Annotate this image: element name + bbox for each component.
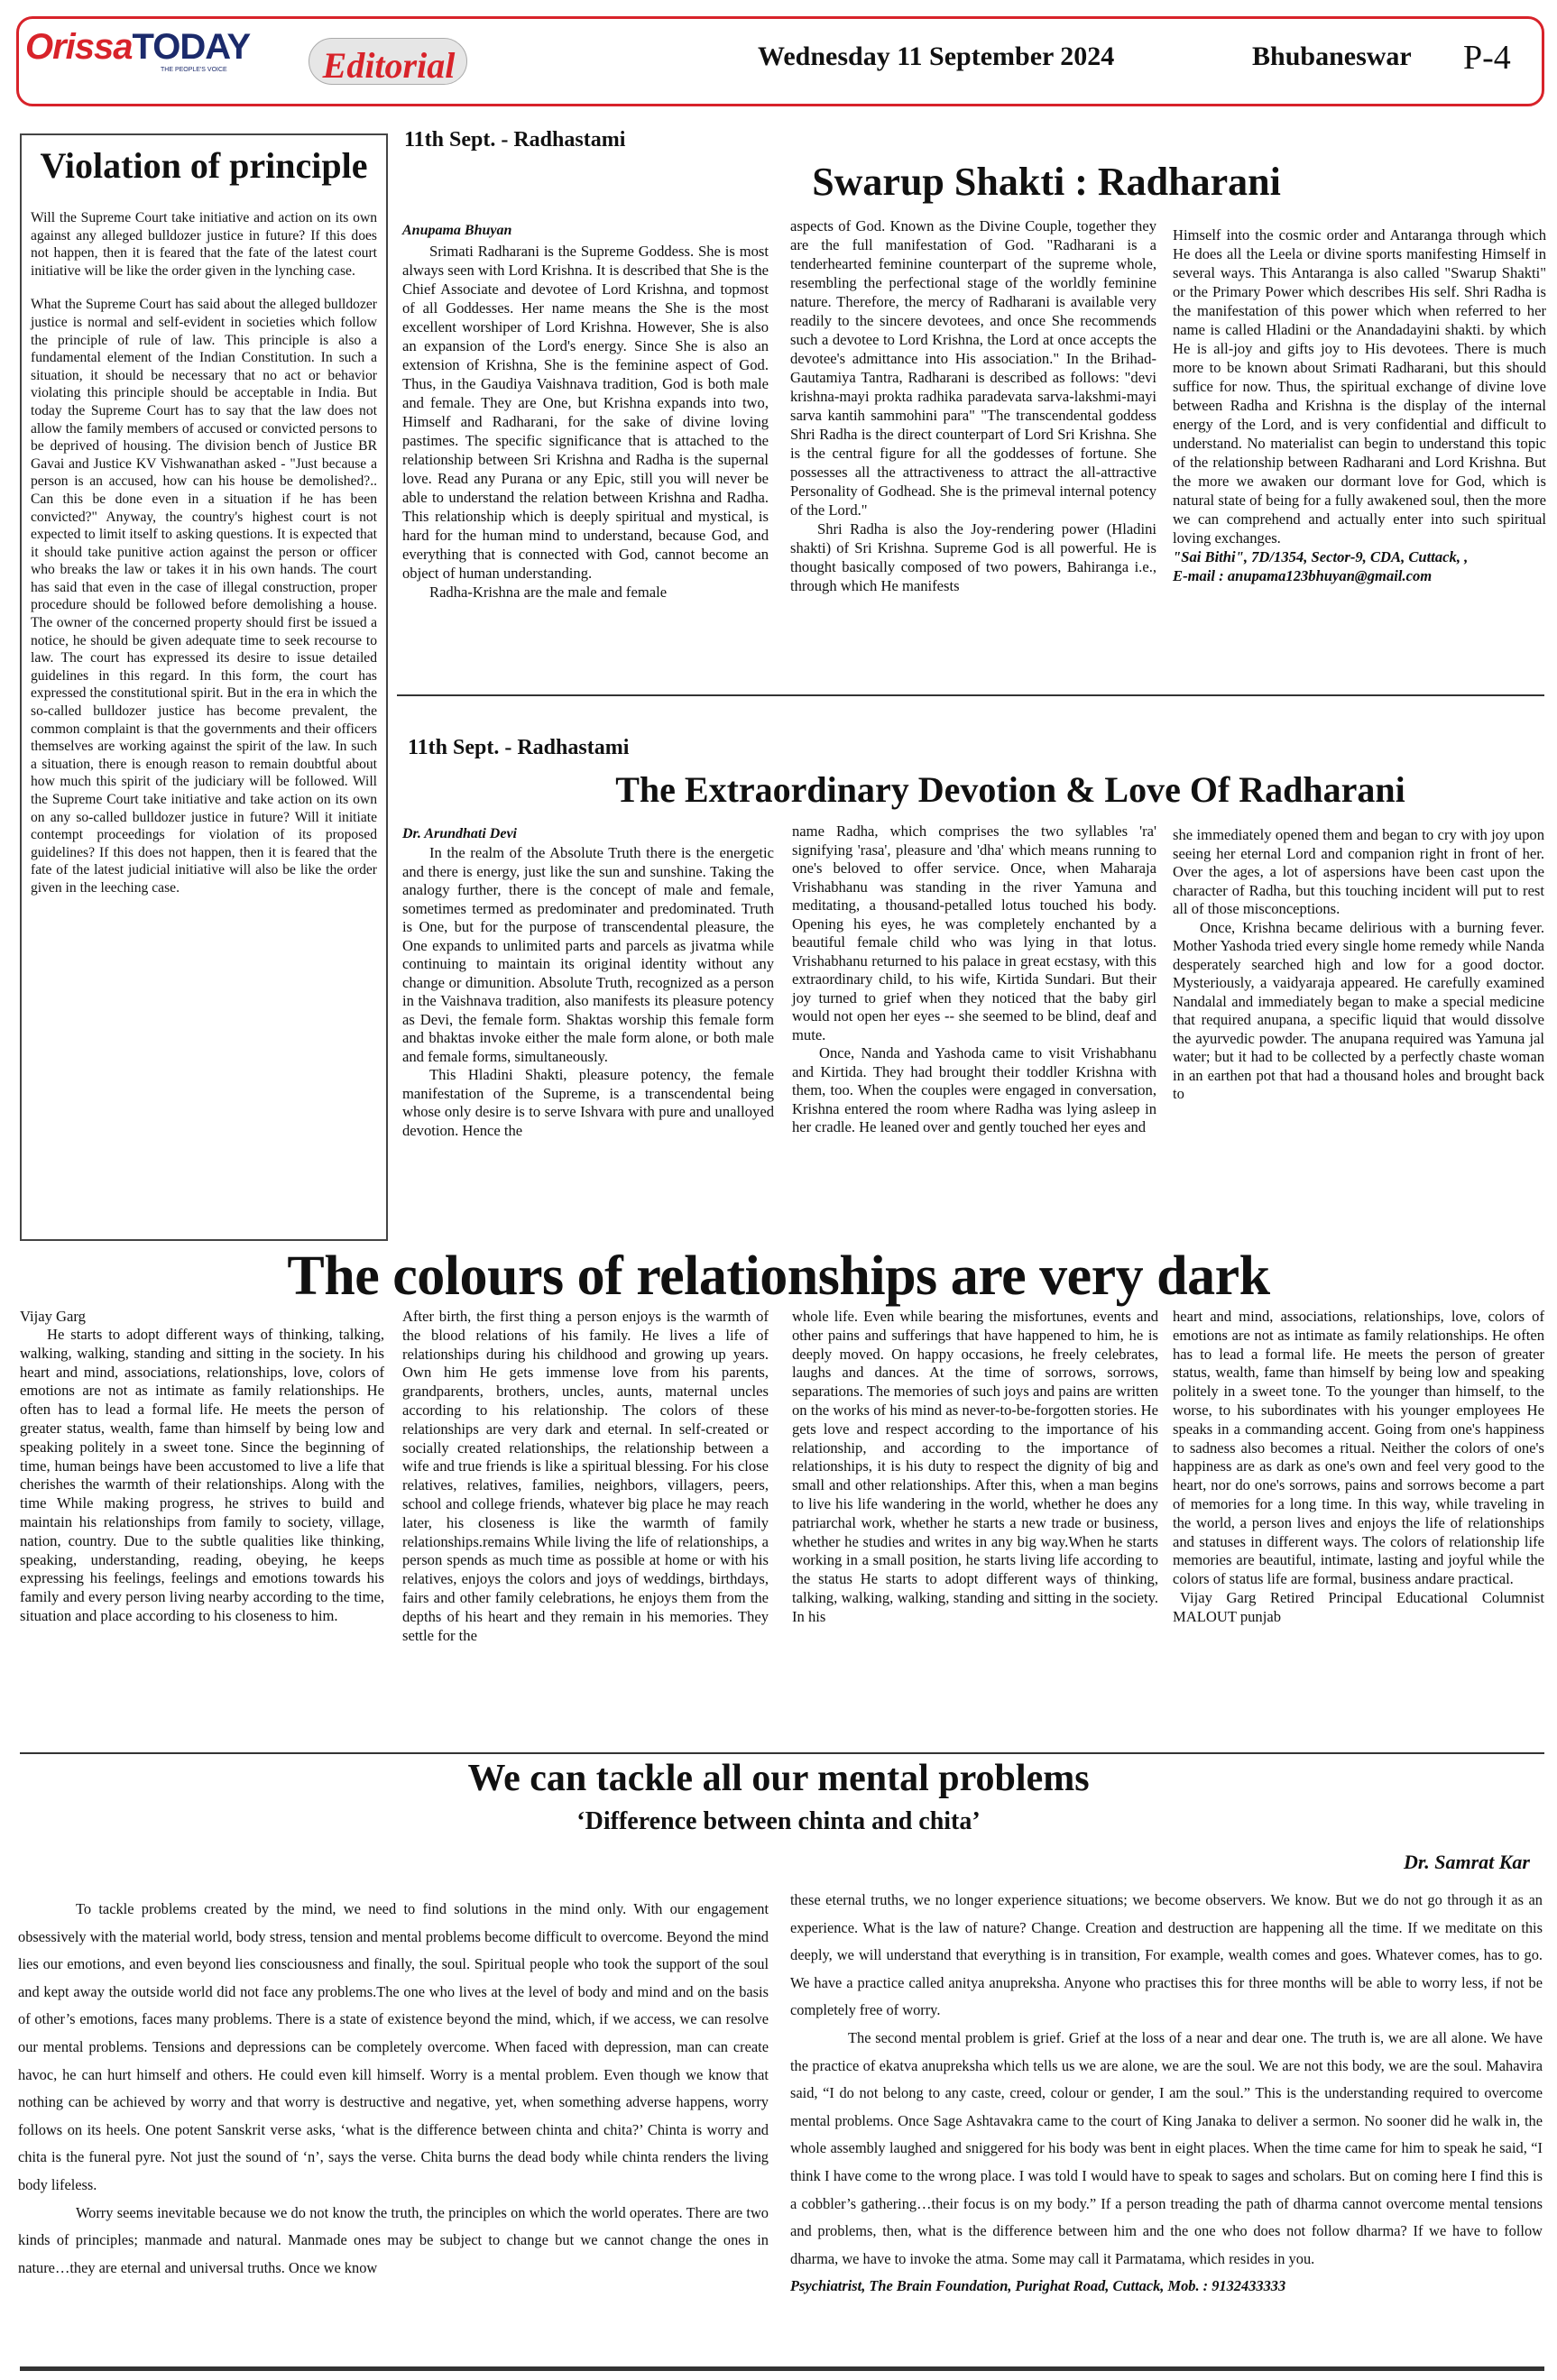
article1-column-2 — [790, 216, 1156, 595]
article2-column-1 — [402, 844, 774, 1140]
article4-author: Dr. Samrat Kar — [1404, 1851, 1530, 1873]
article1-paragraph: Himself into the cosmic order and Antaranga through which He does all the Leela or divine sports manifesting Himself in several ways. This Antaranga is also called "Swarup Shakti" or the Primary Power which describes His self. Shri Radha is the manifestation of this power which when referred to her name is called Hladini or the Anandadayini shakti. by which He is all-joy and gifts joy to His devotees. There is much more to be known about Srimati Radharani, but this should suffice for now. Thus, the spiritual exchange of divine love between Radha and Krishna is the display of the internal energy of the Lord, and is very confidential and difficult to understand. No materialist can begin to understand this topic of the relationship between Radharani and Lord Krishna. But the more we awaken our dormant love for God, which is natural state of being for a fully awakened soul, then the more we can comprehend and actually enter into such spiritual loving exchanges. — [1173, 226, 1546, 547]
article2-paragraph: Once, Krishna became delirious with a burning fever. Mother Yashoda tried every single home remedy while Nanda desperately searched high and low for a good doctor. Mysteriously, a vaidyaraja appeared. He carefully examined Nandalal and immediately began to make a special medicine that required anupana, a specific liquid that would dissolve the ayurvedic powder. The anupana required was Yamuna jal water; but it had to be collected by a perfectly chaste woman in an earthen pot that had a thousand holes and brought back to — [1173, 918, 1544, 1102]
article1-paragraph: Srimati Radharani is the Supreme Goddess. She is most always seen with Lord Krishna. It is described that She is the Chief Associate and devotee of Lord Krishna, and topmost of all Goddesses. Her name means the She is the most excellent worshiper of Lord Krishna. However, She is also an expansion of the Lord's energy. Since She is also an extension of Krishna, She is the feminine aspect of God. Thus, in the Gaudiya Vaishnava tradition, God is both male and female. They are One, but Krishna expands into two, Himself and Radharani, for the sake of divine loving pastimes. The specific significance that is attached to the relationship between Sri Krishna and Radha is the supernal love. Read any Purana or any Epic, still you will never be able to understand the relation between Krishna and Radha. This relationship which is deeply spiritual and mystical, is hard for the human mind to understand, because God, and everything that is connected with God, cannot become an object of human understanding. — [402, 243, 769, 582]
section-divider — [397, 694, 1544, 696]
page-number: P-4 — [1463, 39, 1511, 77]
logo-brand-first: Orissa — [25, 27, 133, 67]
editorial-paragraph: What the Supreme Court has said about the alleged bulldozer justice is normal and self-evident in societies which follow the principle of rule of law. This principle is also a fundamental element of the Indian Constitution. In such a situation, it should be necessary that no act or behavior violating this principle should be acceptable in India. But today the Supreme Court has to say that the law does not allow the family members of accused or convicted persons to be deprived of housing. The division bench of Justice BR Gavai and Justice KV Vishwanathan asked - "Just because a person is an accused, how can his house be demolished?.. Can this be done even in a situation if he has been convicted?" Anyway, the country's highest court is not expected to limit itself to asking questions. It is expected that it should take punitive action against the person or officer who breaks the law or takes it in his own hands. The court has said that even in the case of illegal construction, proper procedure should be followed before demolishing a house. The owner of the concerned property should first be issued a notice, he should be given adequate time to seek recourse to law. The court has expressed its desire to issue detailed guidelines in this regard. In this form, the court has expressed the constitutional spirit. But in the era in which the so-called bulldozer justice has become prevalent, the common complaint is that the governments and their officers themselves are working against the spirit of the law. In such a situation, there is enough reason to remain doubtful about how much this spirit of the judiciary will be followed. Will the Supreme Court take initiative and take action on its own on any so-called bulldozer justice in future? Will it initiate contempt proceedings for violation of its proposed guidelines? If this does not happen, then it is feared that the fate of the latest judicial initiative will also be like the order given in the leeching case. — [31, 297, 377, 896]
article1-title: Swarup Shakti : Radharani — [812, 160, 1281, 204]
article1-paragraph: aspects of God. Known as the Divine Couple, together they are the full manifestation of God. "Radharani is a tenderhearted feminine counterpart of the supreme whole, resembling the perfectional stage of the worldly feminine nature. Therefore, the mercy of Radharani is available very readily to the sincere devotees, and once She recommends such a devotee to Lord Krishna, the Lord at once accepts the devotee's admittance into His association." In the Brihad-Gautamiya Tantra, Radharani is described as follows: "devi krishna-mayi prokta radhika paradevata sarva-lakshmi-mayi sarva kantih sammohini para" "The transcendental goddess Shri Radha is the direct counterpart of Lord Sri Krishna. She is the central figure for all the goddesses of fortune. She possesses all the attractiveness to attract the all-attractive Personality of Godhead. She is the primeval internal potency of the Lord." — [790, 217, 1156, 519]
newspaper-logo — [25, 27, 251, 73]
article3-column-4 — [1173, 1308, 1544, 1627]
article1-paragraph: Radha-Krishna are the male and female — [429, 584, 668, 601]
issue-date: Wednesday 11 September 2024 — [758, 41, 1115, 71]
article3-author-bio: Vijay Garg Retired Principal Educational Columnist MALOUT punjab — [1173, 1588, 1544, 1625]
article3-paragraph: After birth, the first thing a person enjoys is the warmth of the blood relations of his family. He lives a life of relationships during his childhood and growing up years. Own him He gets immense love from his parents, grandparents, brothers, uncles, aunts, maternal uncles according to his relationship. The colors of these relationships are very dark and eternal. In self-created or socially created relationships, the relationship between a wife and true friends is like a spiritual blessing. For his close relatives, relatives, families, neighbors, villagers, peers, school and college friends, whatever big place he may reach later, his closeness is like the warmth of family relationships.remains While living the life of relationships, a person spends as much time as possible at home or with his relatives, enjoys the colors and joys of weddings, birthdays, fairs and other family celebrations, he enjoys them from the depths of his heart and they remain in his memories. They settle for the — [402, 1308, 769, 1644]
article2-column-2 — [792, 822, 1156, 1137]
section-label: Editorial — [322, 45, 456, 86]
article1-kicker: 11th Sept. - Radhastami — [404, 128, 626, 152]
section-divider — [20, 1752, 1544, 1754]
article1-author: Anupama Bhuyan — [402, 223, 512, 238]
article2-author: Dr. Arundhati Devi — [402, 826, 517, 841]
article1-address: "Sai Bithi", 7D/1354, Sector-9, CDA, Cuttack, , — [1173, 548, 1469, 565]
article4-author-footer: Psychiatrist, The Brain Foundation, Purighat Road, Cuttack, Mob. : 9132433333 — [790, 2277, 1286, 2295]
article2-paragraph: she immediately opened them and began to cry with joy upon seeing her eternal Lord and companion right in front of her. Over the ages, a lot of aspersions have been cast upon the character of Radha, but this touching incident will put to rest all of those misconceptions. — [1173, 826, 1544, 917]
article4-paragraph: Worry seems inevitable because we do not know the truth, the principles on which the world operates. There are two kinds of principles; manmade and natural. Manmade ones may be subject to change but we cannot change the ones in nature…they are eternal and universal truths. Once we know — [18, 2203, 769, 2276]
editorial-paragraph: Will the Supreme Court take initiative and action on its own against any alleged bulldozer justice in future? If this does not happen, then it is feared that the fate of the latest court initiative will be like the order given in the lynching case. — [31, 210, 377, 279]
article1-column-3 — [1173, 225, 1546, 585]
edition-city: Bhubaneswar — [1252, 41, 1412, 71]
article2-title: The Extraordinary Devotion & Love Of Radharani — [615, 769, 1405, 810]
article1-paragraph: Shri Radha is also the Joy-rendering power (Hladini shakti) of Sri Krishna. Supreme God is all powerful. He is thought basically composed of two powers, Bahiranga i.e., through which He manifests — [790, 520, 1156, 594]
article4-column-2 — [790, 1887, 1543, 2301]
article2-column-3 — [1173, 826, 1544, 1104]
article3-paragraph: He starts to adopt different ways of thinking, talking, walking, walking, standing and sitting in the society. In his heart and mind, associations, relationships, love, colors of emotions are not as intimate as family relationships. He often has to lead a formal life. He meets the person of greater status, wealth, fame than himself by being low and speaking politely in a sweet tone. Since the beginning of time, human beings have been accustomed to live a life that cherishes the warmth of their relationships. Along with the time While making progress, he strives to build and maintain his relationships from family to society, village, nation, country. Due to the subtle qualities like thinking, speaking, understanding, reading, obeying, he keeps expressing his feelings, feelings and emotions towards his family and every person living nearby according to the time, situation and place according to his closeness to him. — [20, 1326, 384, 1624]
article4-paragraph: these eternal truths, we no longer experience situations; we become observers. We know. But we do not go through it as an experience. What is the law of nature? Change. Creation and destruction are happening all the time. If we meditate on this deeply, we will understand that everything is in transition, For example, wealth comes and goes. Whatever comes, has to go. We have a practice called anitya anupreksha. Anyone who practises this for three months will be able to worry less, if not be completely free of worry. — [790, 1891, 1543, 2019]
article3-author: Vijay Garg — [20, 1308, 86, 1325]
article3-title: The colours of relationships are very dark — [287, 1245, 1270, 1307]
article4-title: We can tackle all our mental problems — [467, 1758, 1090, 1799]
editorial-body — [31, 209, 377, 897]
logo-tagline: THE PEOPLE'S VOICE — [161, 67, 227, 73]
article3-column-3 — [792, 1308, 1158, 1627]
editorial-title: Violation of principle — [40, 145, 368, 186]
article3-paragraph: heart and mind, associations, relationships, love, colors of emotions are not as intimate as family relationships. He often has to lead a formal life. He meets the person of greater status, wealth, fame than himself by being low and speaking politely in a sweet tone. To the younger than himself, to the worse, to his subordinates with his younger employees He speaks in a commanding accent. Going from one's happiness to sadness also becomes a ritual. Neither the colors of one's happiness are as dark as one's own and feel very good to the heart, nor do one's sorrows, pains and sorrows become a part of memories for a long time. In this way, while traveling in the world, a person lives and enjoys the life of relationships and statuses in different ways. The colors of relationship life memories are beautiful, intimate, lasting and joyful while the colors of status life are formal, business andare practical. — [1173, 1308, 1544, 1588]
article2-paragraph: Once, Nanda and Yashoda came to visit Vrishabhanu and Kirtida. They had brought their toddler Krishna with them, too. When the couples were engaged in conversation, Krishna entered the room where Radha was lying asleep in her cradle. He leaned over and gently touched her eyes and — [792, 1044, 1156, 1135]
article2-paragraph: name Radha, which comprises the two syllables 'ra' signifying 'rasa', pleasure and 'dha' which means running to one's beloved to offer service. Once, when Maharaja Vrishabhanu was standing in the river Yamuna and meditating, a thousand-petalled lotus touched his body. Opening his eyes, he was completely enchanted by a beautiful female child who was lying in that lotus. Vrishabhanu returned to his palace in great ecstasy, with this extraordinary child, to his wife, Kirtida Sundari. But their joy turned to grief when they noticed that the baby girl would not open her eyes -- she seemed to be blind, deaf and mute. — [792, 822, 1156, 1043]
page-bottom-rule — [20, 2366, 1544, 2371]
article2-paragraph: In the realm of the Absolute Truth there is the energetic and there is energy, just like the sun and sunshine. Taking the analogy further, there is the concept of male and female, sometimes termed as predominater and predominated. Truth is One, but for the purpose of transcendental pleasure, the One expands to unlimited parts and parcels as jivatma while continuing to maintain its original identity without any change or dimunition. Absolute Truth, recognized as a person in the Vaishnava tradition, also manifests its pleasure potency as Devi, the female form. Shaktas worship this female form and bhaktas invoke either the male form alone, or both male and female forms, simultaneously. — [402, 844, 774, 1065]
article4-subtitle: ‘Difference between chinta and chita’ — [576, 1807, 981, 1835]
article3-column-1 — [20, 1326, 384, 1626]
article4-paragraph: The second mental problem is grief. Grief at the loss of a near and dear one. The truth is, we are all alone. We have the practice of ekatva anupreksha which tells us we are alone, we are the soul. We are not this body, we are the soul. Mahavira said, “I do not belong to any caste, creed, colour or gender, I am the soul.” This is the understanding required to overcome mental problems. Once Sage Ashtavakra came to the court of King Janaka to deliver a sermon. No sooner did he walk in, the whole assembly laughed and sniggered for his body was bent in eight places. When the time came for him to speak he said, “I think I have come to the wrong place. I was told I would have to speak to sages and scholars. But on coming here I find this is a cobbler’s gathering…their focus is on my body.” If a person treading the path of dharma cannot overcome mental tensions and problems, then, what is the difference between him and the one who does not follow dharma? If we have to follow dharma, we have to invoke the atma. Some may call it Parmatama, which resides in you. — [790, 2028, 1543, 2267]
article1-column-1 — [402, 242, 769, 602]
article3-paragraph: whole life. Even while bearing the misfortunes, events and other pains and sufferings that have happened to him, he is deeply moved. On happy occasions, he freely celebrates, laughs and dances. At the time of sorrows, sorrows, separations. The memories of such joys and pains are written on the works of his mind as never-to-be-forgotten stories. He gets love and respect according to the importance of his relationship, and according to the importance of relationships, it is his duty to respect the dignity of big and small and other relationships. After this, when a man begins to live his life wandering in the world, whether he does any patriarchal work, whether he starts a new trade or business, whether he studies and writes in any big way.When he starts working in a small position, he starts living life according to the status He starts to adopt different ways of thinking, talking, walking, walking, standing and sitting in the society. In his — [792, 1308, 1158, 1625]
section-badge — [309, 38, 467, 85]
logo-brand-second: TODAY — [132, 27, 251, 67]
article4-column-1 — [18, 1896, 769, 2282]
article3-column-2 — [402, 1308, 769, 1645]
article4-paragraph: To tackle problems created by the mind, we need to find solutions in the mind only. With our engagement obsessively with the material world, body stress, tension and mental problems become difficult to overcome. Beyond the mind lies our emotions, and even beyond lies consciousness and finally, the soul. Spiritual people who took the support of the soul and kept away the outside world did not face any problems.The one who lives at the level of body and mind and on the basis of other’s emotions, faces many problems. There is a state of existence beyond the mind, which, if we access, we can resolve our mental problems. Tensions and depressions can be completely overcome. When faced with depression, man can create havoc, he can hurt himself and others. He could even kill himself. Worry is a mental problem. Even though we know that nothing can be achieved by worry and that worry is destructive and negative, yet, when something adverse happens, worry follows on its heels. One potent Sanskrit verse asks, ‘what is the difference between chinta and chita?’ Chinta is worry and chita is the funeral pyre. Not just the sound of ‘n’, says the verse. Chita burns the dead body while chinta renders the living body lifeless. — [18, 1900, 769, 2193]
article2-kicker: 11th Sept. - Radhastami — [408, 736, 630, 759]
article2-paragraph: This Hladini Shakti, pleasure potency, the female manifestation of the Supreme, is a transcendental being whose only desire is to serve Ishvara with pure and unalloyed devotion. Hence the — [402, 1066, 774, 1139]
article1-email: E-mail : anupama123bhuyan@gmail.com — [1173, 567, 1433, 584]
